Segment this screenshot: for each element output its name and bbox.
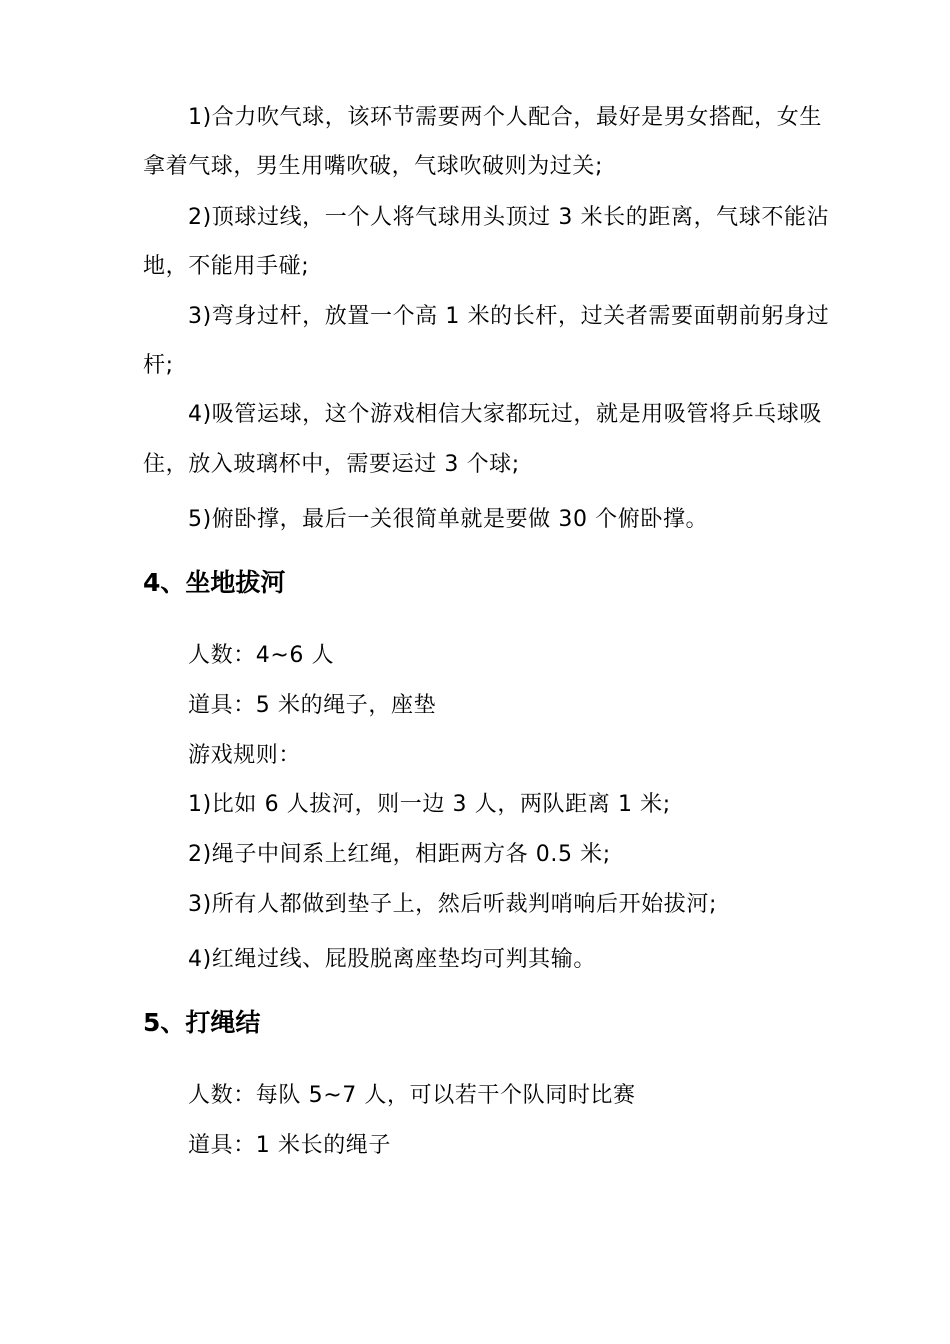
section-4-props: 道具：5 米的绳子，座垫 <box>188 693 437 718</box>
list-item-1-line-2: 拿着气球，男生用嘴吹破，气球吹破则为过关; <box>143 154 604 179</box>
list-item-2-line-1: 2)顶球过线，一个人将气球用头顶过 3 米长的距离，气球不能沾 <box>188 205 830 230</box>
section-5-people: 人数：每队 5~7 人，可以若干个队同时比赛 <box>188 1083 636 1108</box>
list-item-4-line-1: 4)吸管运球，这个游戏相信大家都玩过，就是用吸管将乒乓球吸 <box>188 402 822 427</box>
list-item-3-line-2: 杆; <box>143 353 174 378</box>
section-4-rule-4: 4)红绳过线、屁股脱离座垫均可判其输。 <box>188 947 596 972</box>
section-5-props: 道具：1 米长的绳子 <box>188 1133 391 1158</box>
section-4-people: 人数：4~6 人 <box>188 643 335 668</box>
list-item-4-line-2: 住，放入玻璃杯中，需要运过 3 个球; <box>143 452 520 477</box>
section-4-rule-3: 3)所有人都做到垫子上，然后听裁判哨响后开始拔河; <box>188 892 717 917</box>
section-4-rule-2: 2)绳子中间系上红绳，相距两方各 0.5 米; <box>188 842 611 867</box>
list-item-1-line-1: 1)合力吹气球，该环节需要两个人配合，最好是男女搭配，女生 <box>188 105 822 130</box>
section-4-rule-1: 1)比如 6 人拔河，则一边 3 人，两队距离 1 米; <box>188 792 671 817</box>
section-4-heading: 4、坐地拔河 <box>143 568 286 597</box>
section-5-heading: 5、打绳结 <box>143 1008 261 1037</box>
list-item-5: 5)俯卧撑，最后一关很简单就是要做 30 个俯卧撑。 <box>188 507 709 532</box>
list-item-2-line-2: 地，不能用手碰; <box>143 254 310 279</box>
list-item-3-line-1: 3)弯身过杆，放置一个高 1 米的长杆，过关者需要面朝前躬身过 <box>188 304 830 329</box>
section-4-rules-label: 游戏规则： <box>188 743 302 768</box>
